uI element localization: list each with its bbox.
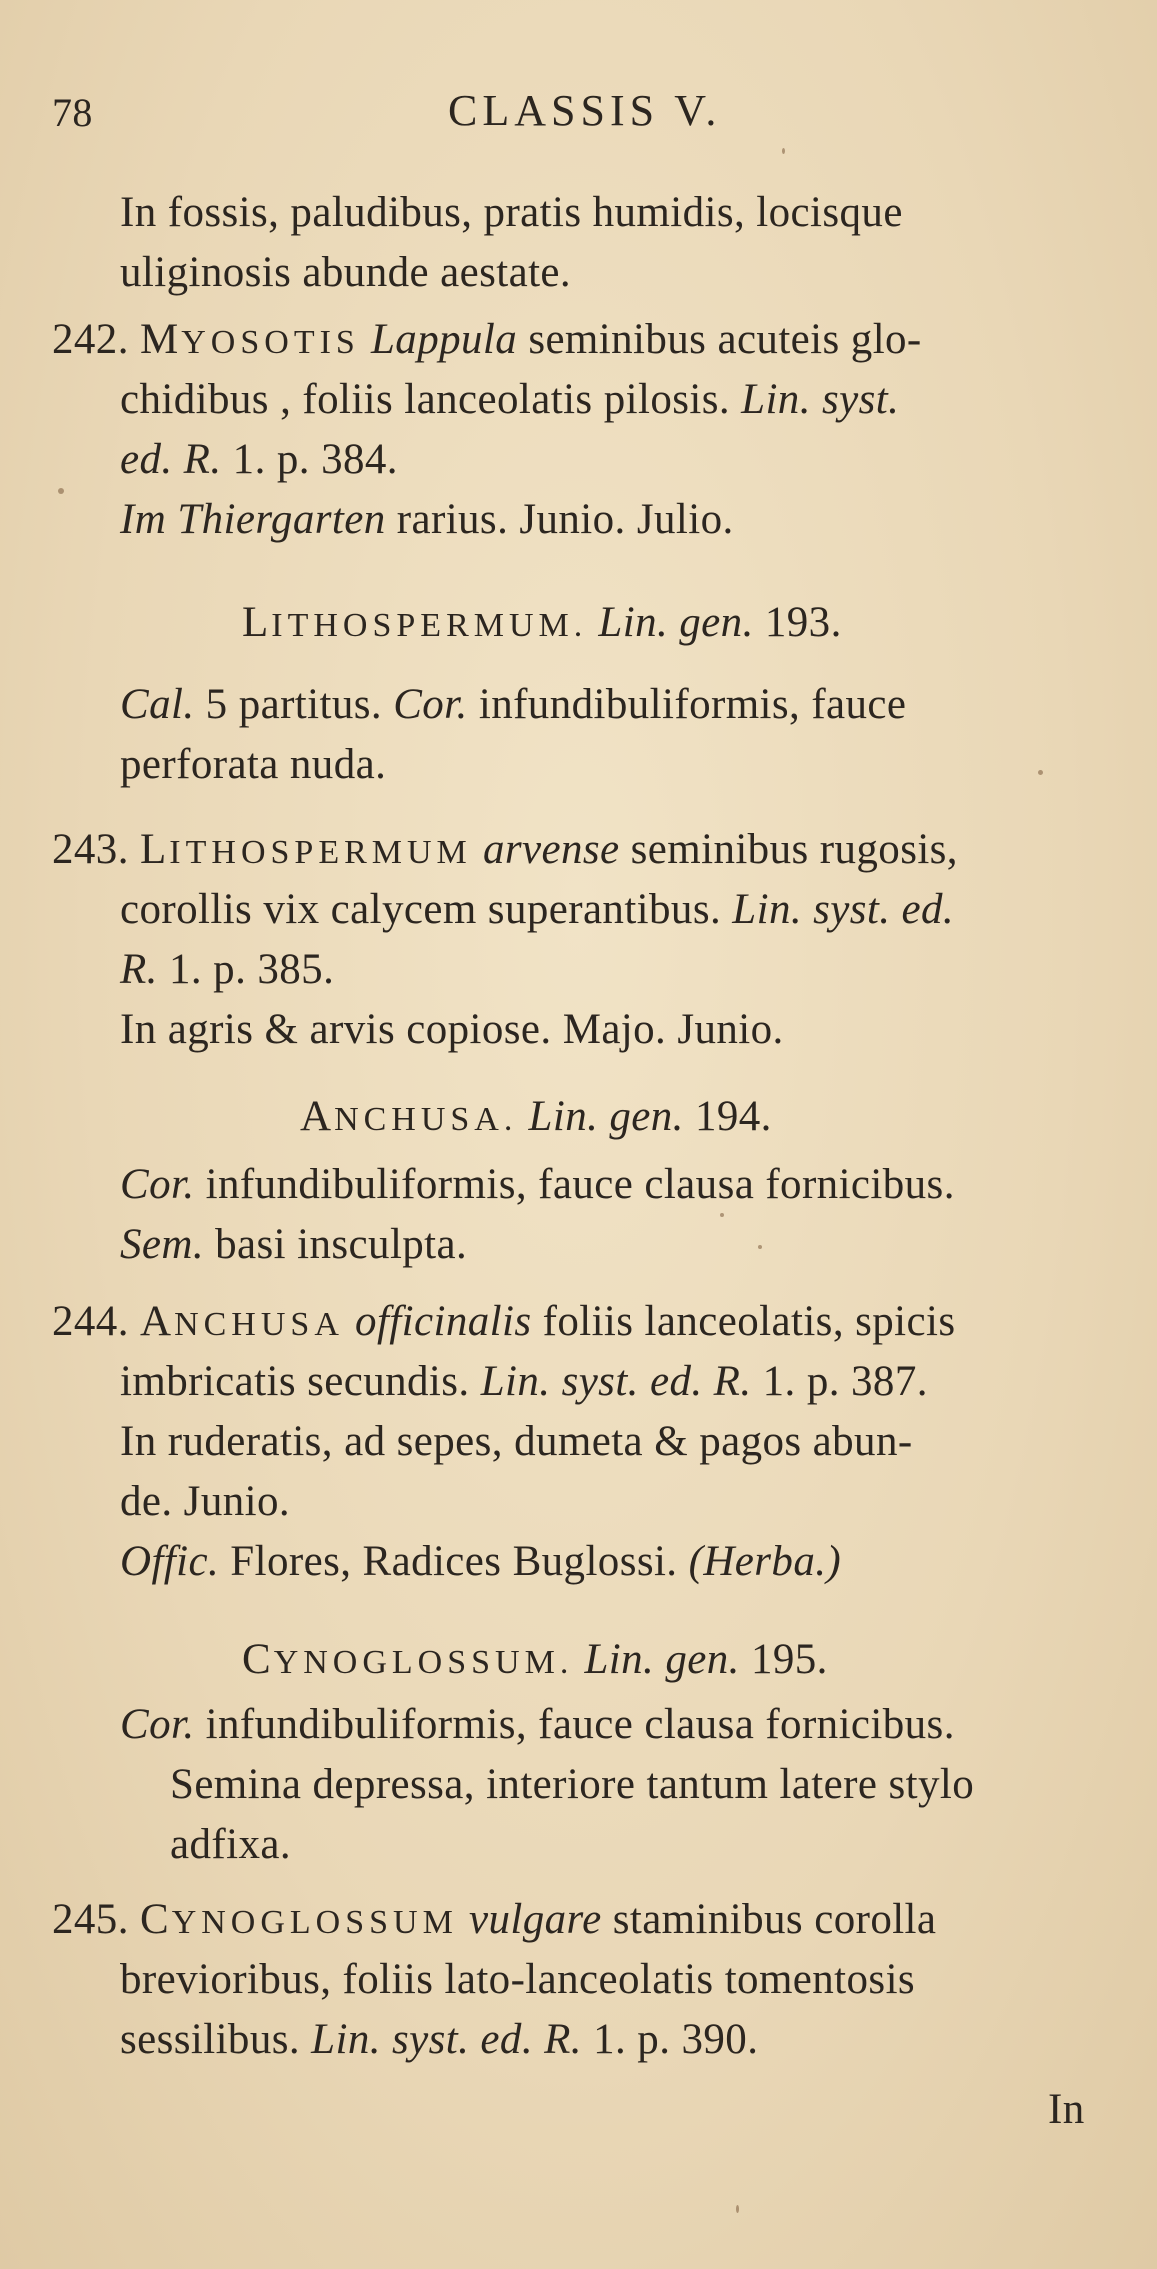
running-title: CLASSIS V.	[448, 86, 722, 135]
paper-speck	[58, 488, 64, 494]
species-entry-heading: 243. LITHOSPERMUM arvense seminibus rugosis,	[52, 826, 958, 873]
entry-number: 245.	[52, 1896, 129, 1943]
text-line: Sem. basi insculpta.	[120, 1221, 468, 1268]
label-corolla: Cor.	[120, 1701, 195, 1748]
genus-heading: ANCHUSA. Lin. gen. 194.	[300, 1093, 772, 1140]
paper-speck	[720, 1213, 724, 1217]
text-line: sessilibus. Lin. syst. ed. R. 1. p. 390.	[120, 2016, 759, 2063]
reference: Lin. syst.	[741, 376, 900, 423]
text-line: brevioribus, foliis lato-lanceolatis tomentosis	[120, 1956, 916, 2003]
text-line: Cal. 5 partitus. Cor. infundibuliformis, fauce	[120, 681, 907, 728]
label-corolla: Cor.	[393, 681, 468, 728]
species-name: vulgare	[469, 1896, 602, 1943]
text-line: corollis vix calycem superantibus. Lin. syst. ed.	[120, 886, 955, 933]
text-line: Cor. infundibuliformis, fauce clausa fornicibus.	[120, 1701, 955, 1748]
genus-heading: CYNOGLOSSUM. Lin. gen. 195.	[242, 1636, 828, 1683]
genus-heading: LITHOSPERMUM. Lin. gen. 193.	[242, 599, 842, 646]
reference: Lin. gen.	[528, 1093, 684, 1140]
text-line: In agris & arvis copiose. Majo. Junio.	[120, 1006, 784, 1053]
species-entry-heading: 245. CYNOGLOSSUM vulgare staminibus corolla	[52, 1896, 937, 1943]
species-name: officinalis	[355, 1298, 532, 1345]
entry-number: 242.	[52, 316, 129, 363]
text-line: In ruderatis, ad sepes, dumeta & pagos abun-	[120, 1418, 913, 1465]
text-line: adfixa.	[170, 1821, 291, 1868]
catchword: In	[1048, 2086, 1085, 2133]
reference: Lin. syst. ed. R.	[311, 2016, 582, 2063]
text-line: uliginosis abunde aestate.	[120, 249, 572, 296]
text-line: Offic. Flores, Radices Buglossi. (Herba.)	[120, 1538, 842, 1585]
reference: Lin. syst. ed.	[732, 886, 955, 933]
text-line: de. Junio.	[120, 1478, 291, 1525]
paper-speck	[736, 2205, 739, 2213]
species-entry-heading: 244. ANCHUSA officinalis foliis lanceolatis, spicis	[52, 1298, 956, 1345]
label-calyx: Cal.	[120, 681, 195, 728]
species-name: arvense	[482, 826, 620, 873]
label-officinal: Offic.	[120, 1538, 220, 1585]
page-number: 78	[52, 90, 93, 135]
diagnosis-text: seminibus acuteis glo-	[528, 316, 922, 363]
text-line: ed. R. 1. p. 384.	[120, 436, 398, 483]
label-semen: Sem.	[120, 1221, 204, 1268]
text-line: perforata nuda.	[120, 741, 387, 788]
text-line: In fossis, paludibus, pratis humidis, locisque	[120, 189, 903, 236]
entry-number: 244.	[52, 1298, 129, 1345]
place-name: Thiergarten	[177, 496, 386, 543]
text-line: imbricatis secundis. Lin. syst. ed. R. 1. p. 387.	[120, 1358, 928, 1405]
reference: Lin. syst. ed. R.	[480, 1358, 752, 1405]
text-line: chidibus , foliis lanceolatis pilosis. Lin. syst.	[120, 376, 900, 423]
genus-name: CYNOGLOSSUM	[140, 1896, 458, 1943]
species-entry-heading	[52, 315, 922, 368]
paper-speck	[758, 1245, 762, 1249]
text-line: Semina depressa, interiore tantum latere stylo	[170, 1761, 975, 1808]
text-line: R. 1. p. 385.	[120, 946, 335, 993]
text-line: Im Thiergarten rarius. Junio. Julio.	[120, 496, 734, 543]
genus-name: ANCHUSA	[140, 1298, 344, 1345]
reference: ed. R.	[120, 436, 222, 483]
paper-speck	[1038, 770, 1043, 775]
entry-number: 243.	[52, 826, 129, 873]
text-line: Cor. infundibuliformis, fauce clausa fornicibus.	[120, 1161, 955, 1208]
genus-name: MYOSOTIS	[140, 316, 360, 363]
paper-speck	[782, 148, 785, 154]
label-corolla: Cor.	[120, 1161, 195, 1208]
reference: Lin. gen.	[598, 599, 754, 646]
reference: Lin. gen.	[584, 1636, 740, 1683]
genus-name: LITHOSPERMUM	[140, 826, 472, 873]
species-name: Lappula	[370, 316, 518, 363]
